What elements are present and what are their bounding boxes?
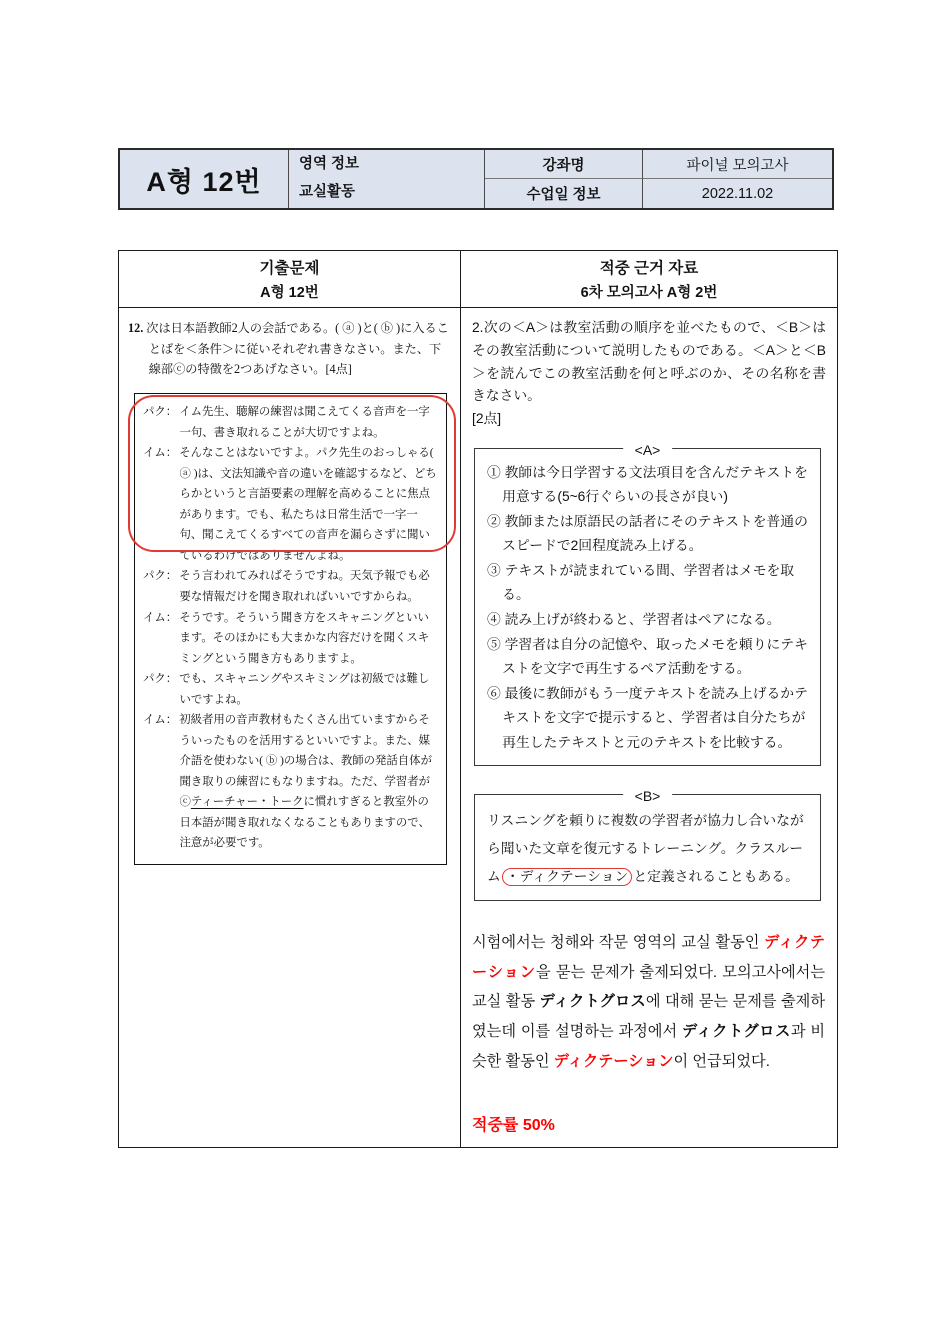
dialogue-line: [143, 710, 438, 854]
dialogue-text: そう言われてみればそうですね。天気予報でも必要な情報だけを聞き取れればいいですからね。: [179, 570, 430, 603]
box-b-label: <B>: [623, 784, 673, 809]
info-header-table: [118, 148, 834, 210]
area-info-value: 교실활동: [299, 184, 356, 200]
box-b-text: リスニングを頼りに複数の学習者が協力し合いながら聞いた文章を復元するトレーニング。クラスルーム ・ディクテーション と定義されることもある。: [487, 813, 804, 884]
box-a-item: ⑥ 最後に教師がもう一度テキストを読み上げるかテキストを文字で提示すると、学習者は自分たちが再生したテキストと元のテキストを比較する。: [487, 685, 808, 750]
dialogue-line: [143, 566, 438, 607]
box-b: [474, 788, 821, 901]
box-a-label: <A>: [623, 438, 673, 463]
evidence-header-sub: 6차 모의고사 A형 2번: [580, 285, 718, 301]
class-date-value: 2022.11.02: [701, 185, 774, 202]
comparison-table: [118, 250, 838, 1148]
question-2-points: [2点]: [472, 411, 502, 426]
dialogue-text: そうです。そういう聞き方をスキャニングといいます。そのほかにも大まかな内容だけを聞くスキミングという聞き方もありますよ。: [179, 611, 430, 665]
speaker-label: イム：: [143, 714, 178, 727]
dialogue-box: [134, 393, 447, 865]
dialogue-text: 初級者用の音声教材もたくさん出ていますからそういったものを活用するといいですよ。また、媒介語を使わない( ⓑ )の場合は、教師の発話自体が聞き取りの練習にもなりますね。ただ、学習者がⓒティーチャー・トークに慣れすぎると教室外の日本語が聞き取れなくなることもありますので、注意が必要です。: [179, 714, 432, 850]
area-info-cell: [289, 150, 485, 208]
speaker-label: パク：: [143, 673, 178, 686]
box-a-item: ③ テキストが読まれている間、学習者はメモを取る。: [487, 562, 795, 603]
speaker-label: パク：: [143, 570, 178, 583]
past-exam-header-title: 기출문제: [259, 260, 320, 277]
dialogue-text: イム先生、聴解の練習は聞こえてくる音声を一字一句、書き取れることが大切ですよね。: [179, 406, 430, 439]
box-a-item: ① 教師は今日学習する文法項目を含んだテキストを用意する(5~6行ぐらいの長さが良い): [487, 464, 808, 505]
area-info-label: 영역 정보: [299, 156, 360, 173]
dialogue-line: [143, 443, 438, 566]
box-a-item: ② 教師または原語民の話者にそのテキストを普通のスピードで2回程度読み上げる。: [487, 513, 808, 554]
dialogue-line: [143, 669, 438, 710]
past-exam-header-sub: A형 12번: [260, 285, 319, 301]
speaker-label: イム：: [143, 447, 178, 460]
hit-rate-badge: 적중률 50%: [472, 1117, 555, 1135]
evidence-header: [461, 251, 837, 308]
box-a-item: ④ 読み上げが終わると、学習者はペアになる。: [487, 612, 781, 628]
dialogue-line: [143, 608, 438, 670]
question-id-title: A형 12번: [120, 150, 289, 208]
evidence-cell: [461, 308, 837, 1147]
class-date-label: 수업일 정보: [485, 179, 643, 208]
question-12-text: 12. 次は日本語教師2人の会話である。( ⓐ )と( ⓑ )に入ることばを＜条件＞に従いそれぞれ書きなさい。また、下線部ⓒの特徴を2つあげなさい。[4点]: [128, 321, 449, 377]
dialogue-line: [143, 402, 438, 443]
past-exam-cell: [119, 308, 461, 1147]
box-a-item: ⑤ 学習者は自分の記憶や、取ったメモを頼りにテキストを文字で再生するペア活動をする。: [487, 636, 808, 677]
course-name-value: 파이널 모의고사: [643, 150, 832, 179]
course-name-label: 강좌명: [485, 150, 643, 179]
commentary-text: 시험에서는 청해와 작문 영역의 교실 활동인 ディクテーション을 묻는 문제가 출제되었다. 모의고사에서는 교실 활동 ディクトグロス에 대해 묻는 문제를 출제하였는데 이를 설명하는 과정에서 ディクトグロス과 비슷한 활동인 ディクテーション이 언급되었다.: [472, 934, 826, 1070]
dialogue-text: でも、スキャニングやスキミングは初級では難しいですよね。: [179, 673, 430, 706]
box-a: [474, 441, 821, 767]
past-exam-header: [119, 251, 461, 308]
speaker-label: パク：: [143, 406, 178, 419]
question-2-text: 2.次の＜A＞は教室活動の順序を並べたもので、＜B＞はその教室活動について説明したものである。＜A＞と＜B＞を読んでこの教室活動を何と呼ぶのか、その名称を書きなさい。: [472, 320, 826, 404]
evidence-header-title: 적중 근거 자료: [599, 260, 699, 277]
speaker-label: イム：: [143, 611, 178, 624]
dialogue-text: そんなことはないですよ。パク先生のおっしゃる( ⓐ )は、文法知識や音の違いを確認するなど、どちらかというと言語要素の理解を高めることに焦点があります。でも、私たちは日常生活で一字一句、聞こえてくるすべての音声を漏らさずに聞いているわけではありませんよね。: [179, 447, 437, 562]
